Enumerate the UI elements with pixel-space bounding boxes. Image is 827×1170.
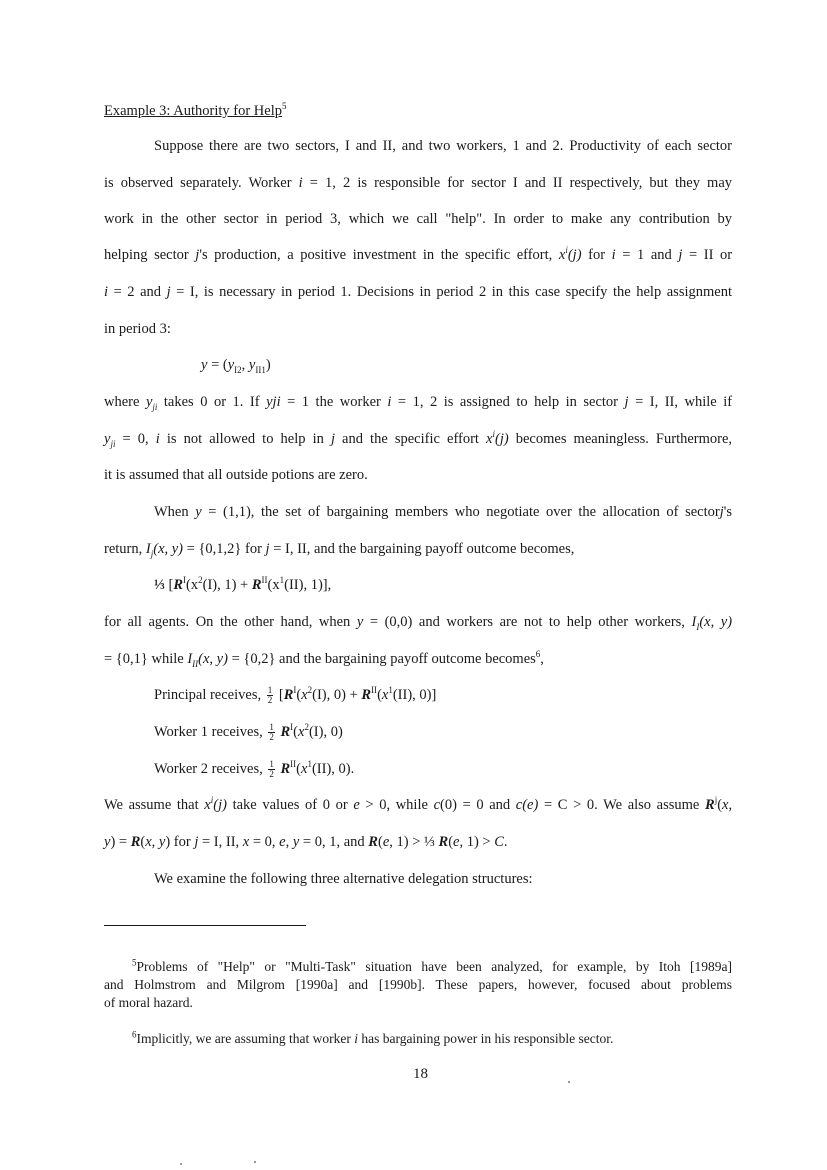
footnote-ref-6: 6 [535, 649, 541, 660]
paragraph-1-line-6: in period 3: [104, 321, 171, 337]
paragraph-4-line-1: for all agents. On the other hand, when y = (0,0) and workers are not to help other workers, $I_I(x$, y) [104, 614, 733, 632]
fraction-half: $\frac{1}{2}$ [269, 759, 274, 780]
payoff-principal: Principal receives, $\frac{1}{2}$ [$R^I(x^2(I)$, $0) + R^{II}(x^1(II)$, 0)] [154, 685, 437, 706]
paragraph-3-line-2: return, $I_j(x$, y) = {0,1,2} for j = I, II, and the bargaining payoff outcome becomes, [104, 541, 575, 559]
footnote-6: $^6$Implicitly, we are assuming that worker i has bargaining power in his responsible sector. [132, 1029, 614, 1046]
paragraph-6: We examine the following three alternative delegation structures: [154, 871, 533, 887]
paragraph-1-line-2: is observed separately. Worker i = 1, 2 is responsible for sector I and II respectively, but they may [104, 175, 733, 191]
scan-speck [180, 1163, 182, 1165]
payoff-worker-2: Worker 2 receives, $\frac{1}{2}$ $R^{II}(x^1(II)$, 0). [154, 759, 355, 780]
paragraph-1-line-5: i = 2 and j = I, is necessary in period 1. Decisions in period 2 in this case specify the help assignment [104, 284, 732, 300]
section-heading-text: Example 3: Authority for Help [104, 103, 282, 119]
paragraph-1-line-1: Suppose there are two sectors, I and II, and two workers, 1 and 2. Productivity of each sector [154, 138, 732, 154]
fraction-half: $\frac{1}{2}$ [269, 722, 274, 743]
paragraph-2-line-1: where $y_{ji}$ takes 0 or 1. If yji = 1 the worker i = 1, 2 is assigned to help in sector j = I, II, while if [104, 394, 733, 412]
paragraph-1-line-3: work in the other sector in period 3, which we call "help". In order to make any contribution by [104, 211, 732, 227]
paragraph-4-line-2: = {0,1} while $I_{II}(x$, y) = {0,2} and the bargaining payoff outcome becomes$^6$, [104, 649, 544, 669]
paragraph-3-line-1: When y = (1,1), the set of bargaining members who negotiate over the allocation of sectorj's [154, 504, 733, 520]
paragraph-5-line-2: y) = R(x, y) for j = I, II, x = 0, e, y = 0, 1, and R(e, 1) > ⅓ R(e, 1) > C. [104, 834, 508, 850]
formula-shared-payoff: ⅓ [$R^I(x^2(I)$, $1) + R^{II}(x^1(II)$, 1)], [154, 575, 332, 593]
paragraph-2-line-2: $y_{ji} = 0$, i is not allowed to help in j and the specific effort $x^i(j)$ becomes meaningless. Furthermore, [104, 429, 733, 449]
equation-assignment: $y = (y_{I2}$, $y_{II1}$) [201, 357, 271, 375]
paragraph-2-line-3: it is assumed that all outside potions are zero. [104, 467, 368, 483]
fraction-half: $\frac{1}{2}$ [267, 685, 273, 706]
footnote-ref-5: 5 [282, 101, 287, 112]
footnote-separator [104, 925, 306, 926]
paragraph-1-line-4: helping sector j's production, a positive investment in the specific effort, $x^i(j)$ for i = 1 and j = II or [104, 245, 733, 263]
scan-speck [568, 1081, 570, 1083]
paragraph-5-line-1: We assume that $x^i(j)$ take values of 0 or e > 0, while c(0) = 0 and c(e) = C > 0. We also assume $R^j(x$, [104, 795, 733, 813]
payoff-worker-1: Worker 1 receives, $\frac{1}{2}$ $R^I(x^2(I)$, 0) [154, 722, 343, 743]
section-heading [104, 102, 287, 120]
scan-speck [254, 1161, 256, 1163]
footnote-5-line-3: of moral hazard. [104, 995, 193, 1010]
page-number: 18 [413, 1066, 428, 1082]
footnote-5-line-2: and Holmstrom and Milgrom [1990a] and [1990b]. These papers, however, focused about problems [104, 977, 732, 992]
footnote-5-line-1: $^5$Problems of "Help" or "Multi-Task" situation have been analyzed, for example, by Itoh [1989a] [132, 957, 732, 974]
